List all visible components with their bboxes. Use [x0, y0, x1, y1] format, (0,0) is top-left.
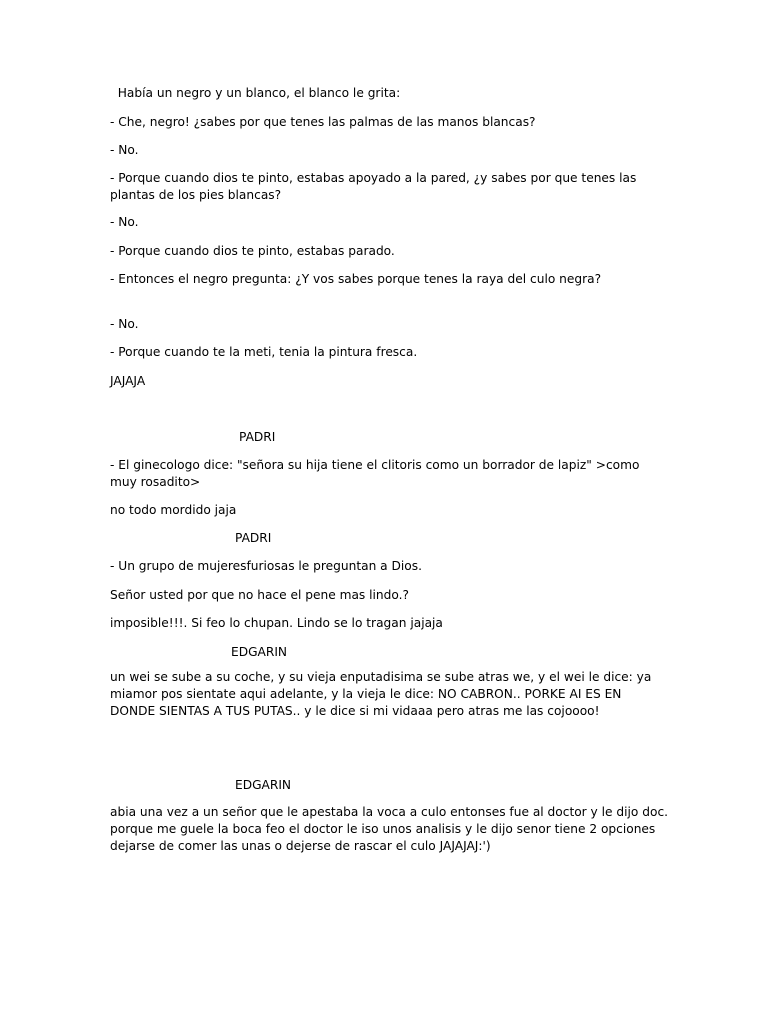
paragraph-reply: no todo mordido jaja	[110, 503, 237, 517]
heading-author: PADRI	[239, 430, 276, 444]
heading-author: PADRI	[235, 531, 272, 545]
paragraph-question: Señor usted por que no hace el pene mas lindo.?	[110, 588, 409, 602]
paragraph-intro: Había un negro y un blanco, el blanco le grita:	[110, 86, 401, 100]
paragraph-laugh: JAJAJA	[110, 374, 146, 388]
paragraph-doctor: abia una vez a un señor que le apestaba la voca a culo entonses fue al doctor y le dijo doc. porque me guele la boca feo el doctor le iso unos analisis y le dijo senor tiene 2 opciones dejarse de comer las unas o dejerse de rascar el culo JAJAJAJ:')	[110, 805, 669, 853]
paragraph-answer-no: - No.	[110, 143, 139, 157]
paragraph-question-palms: - Che, negro! ¿sabes por que tenes las palmas de las manos blancas?	[110, 115, 536, 129]
paragraph-answer-no: - No.	[110, 317, 139, 331]
paragraph-question-reply: - Entonces el negro pregunta: ¿Y vos sabes porque tenes la raya del culo negra?	[110, 272, 602, 286]
paragraph-punchline: - Porque cuando te la meti, tenia la pintura fresca.	[110, 345, 418, 359]
heading-author: EDGARIN	[235, 778, 292, 792]
paragraph-wei: un wei se sube a su coche, y su vieja enputadisima se sube atras we, y el wei le dice: ya miamor pos sientate aqui adelante, y la vieja le dice: NO CABRON.. PORKE AI ES EN DONDE SIENTAS A TUS PUTAS.. y le dice si mi vidaaa pero atras me las cojoooo!	[110, 670, 652, 718]
paragraph-answer-no: - No.	[110, 215, 139, 229]
paragraph-grupo: - Un grupo de mujeresfuriosas le preguntan a Dios.	[110, 559, 422, 573]
heading-author: EDGARIN	[231, 645, 288, 659]
paragraph-answer: imposible!!!. Si feo lo chupan. Lindo se lo tragan jajaja	[110, 616, 443, 630]
paragraph-ginecologo: - El ginecologo dice: "señora su hija tiene el clitoris como un borrador de lapiz" >como muy rosadito>	[110, 458, 640, 489]
paragraph-question-feet: - Porque cuando dios te pinto, estabas apoyado a la pared, ¿y sabes por que tenes las plantas de los pies blancas?	[110, 171, 637, 202]
paragraph-answer-standing: - Porque cuando dios te pinto, estabas parado.	[110, 244, 395, 258]
